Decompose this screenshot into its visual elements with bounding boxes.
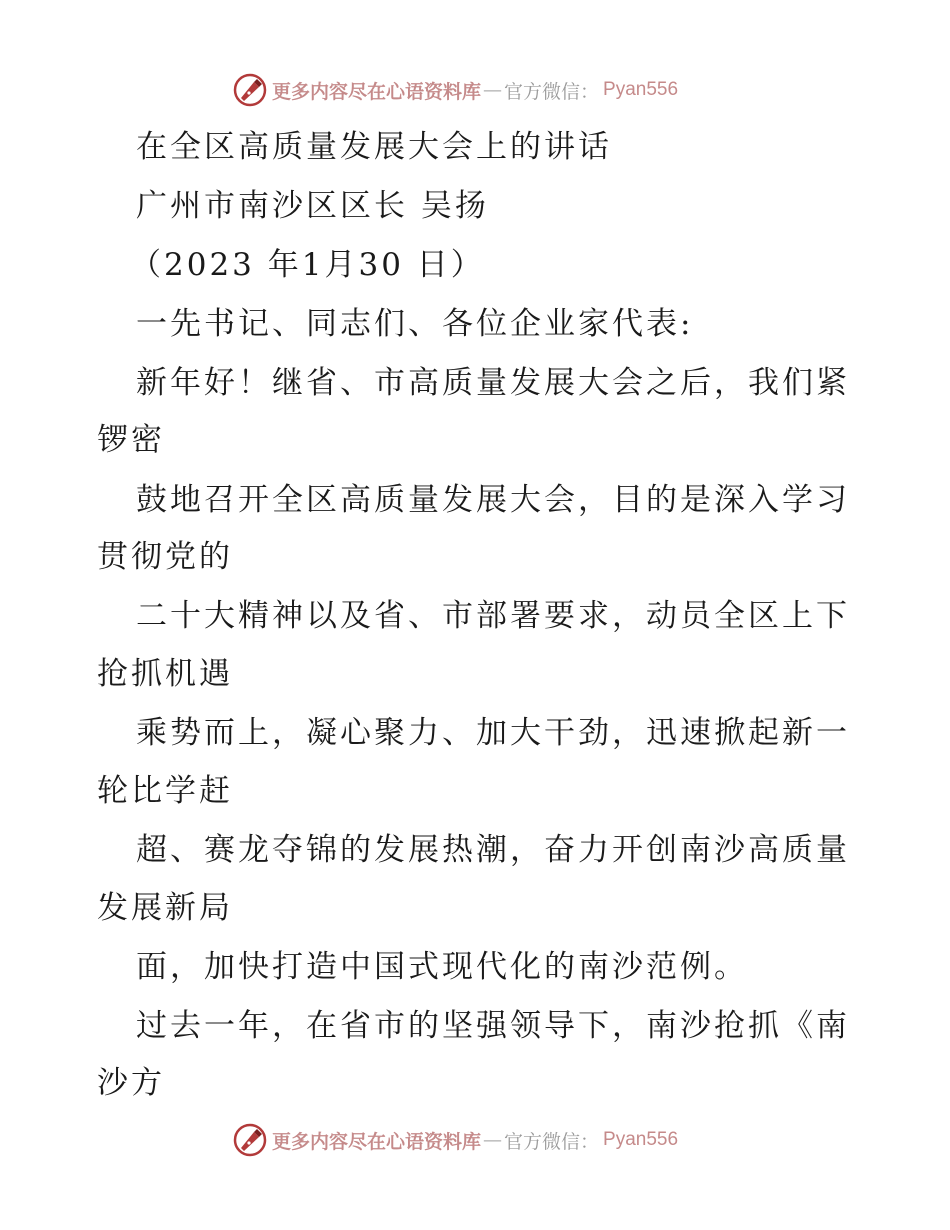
pen-nib-logo-icon bbox=[232, 72, 268, 108]
body-line: 二十大精神以及省、市部署要求，动员全区上下 bbox=[136, 598, 850, 634]
body-line: 乘势而上，凝心聚力、加大干劲，迅速掀起新一 bbox=[136, 715, 850, 751]
body-line: 贯彻党的 bbox=[97, 539, 233, 575]
header-banner bbox=[232, 70, 678, 110]
body-line: 新年好！继省、市高质量发展大会之后，我们紧 bbox=[136, 365, 850, 401]
pen-nib-logo-icon bbox=[232, 1122, 268, 1158]
banner-separator: — bbox=[483, 79, 503, 101]
banner-separator: — bbox=[483, 1129, 503, 1151]
body-line: 沙方 bbox=[97, 1065, 165, 1101]
banner-text: 更多内容尽在心语资料库 bbox=[272, 80, 482, 103]
banner-text: 更多内容尽在心语资料库 bbox=[272, 1130, 482, 1153]
body-line: 过去一年，在省市的坚强领导下，南沙抢抓《南 bbox=[136, 1008, 850, 1044]
footer-banner bbox=[232, 1120, 678, 1160]
document-author: 广州市南沙区区长 吴扬 bbox=[136, 188, 489, 224]
banner-wechat-id: Pyan556 bbox=[603, 79, 679, 100]
body-line: 鼓地召开全区高质量发展大会，目的是深入学习 bbox=[136, 482, 850, 518]
document-title: 在全区高质量发展大会上的讲话 bbox=[136, 129, 612, 165]
body-line: 抢抓机遇 bbox=[97, 656, 233, 692]
body-line: 面，加快打造中国式现代化的南沙范例。 bbox=[136, 949, 748, 985]
body-line: 锣密 bbox=[97, 422, 165, 458]
banner-wechat-label: 官方微信： bbox=[504, 80, 600, 103]
body-line: 发展新局 bbox=[97, 890, 233, 926]
body-line: 超、赛龙夺锦的发展热潮，奋力开创南沙高质量 bbox=[136, 832, 850, 868]
salutation: 一先书记、同志们、各位企业家代表: bbox=[136, 306, 694, 342]
banner-wechat-label: 官方微信： bbox=[504, 1130, 600, 1153]
document-date: （2023 年1月30 日） bbox=[130, 247, 485, 283]
banner-wechat-id: Pyan556 bbox=[603, 1129, 679, 1150]
body-line: 轮比学赶 bbox=[97, 773, 233, 809]
